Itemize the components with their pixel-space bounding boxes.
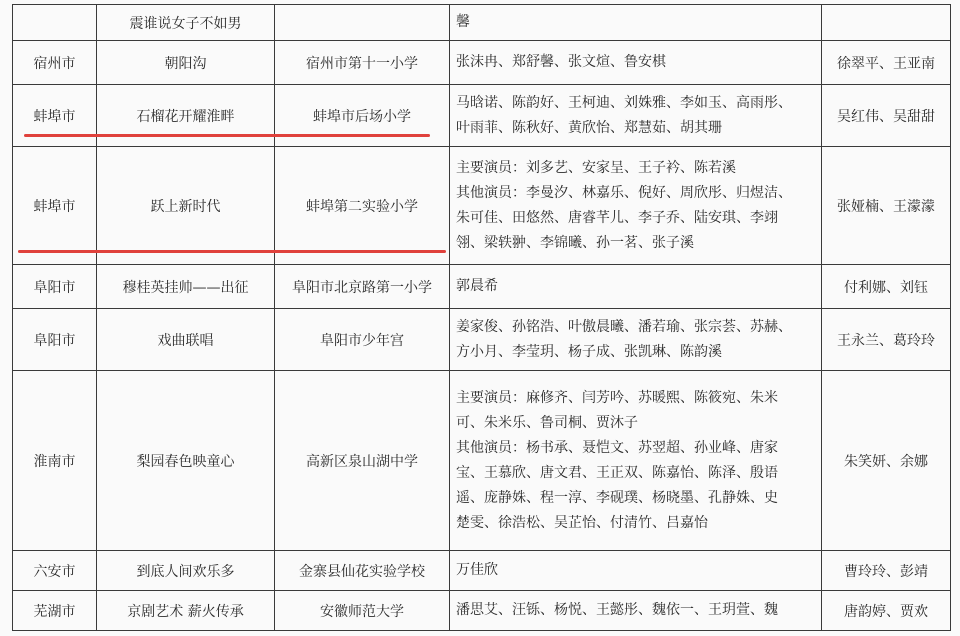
performer-line: 宝、王慕欣、唐文君、王正双、陈嘉怡、陈泽、殷语	[456, 464, 778, 481]
program-cell: 京剧艺术 薪火传承	[97, 591, 275, 631]
region-cell: 芜湖市	[13, 591, 97, 631]
performers-cell	[450, 265, 822, 309]
performers-cell	[450, 551, 822, 591]
program-cell: 穆桂英挂帅——出征	[97, 265, 275, 309]
program-cell: 震谁说女子不如男	[97, 5, 275, 41]
performer-line: 郭晨希	[456, 278, 498, 294]
teachers-cell: 张娅楠、王濛濛	[822, 147, 951, 265]
table-row	[13, 591, 951, 631]
performer-line: 主要演员：刘多艺、安家呈、王子衿、陈若溪	[456, 159, 736, 176]
performer-line: 楚雯、徐浩松、吴芷怡、付清竹、吕嘉怡	[456, 514, 708, 531]
region-cell: 宿州市	[13, 41, 97, 85]
unit-cell: 阜阳市北京路第一小学	[275, 265, 450, 309]
table-row-partial-top	[13, 5, 951, 41]
table-row	[13, 371, 951, 551]
performer-line: 马晗诺、陈韵好、王柯迪、刘姝雅、李如玉、高雨彤、	[456, 94, 792, 111]
unit-cell	[275, 5, 450, 41]
teachers-cell	[822, 5, 951, 41]
performers-cell	[450, 591, 822, 631]
teachers-cell: 付利娜、刘钰	[822, 265, 951, 309]
table-row	[13, 41, 951, 85]
region-cell: 阜阳市	[13, 265, 97, 309]
teachers-cell: 唐韵婷、贾欢	[822, 591, 951, 631]
region-cell: 蚌埠市	[13, 85, 97, 147]
performer-line: 翎、梁轶翀、李锦曦、孙一茗、张子溪	[456, 234, 694, 251]
table-row	[13, 309, 951, 371]
table-row	[13, 265, 951, 309]
teachers-cell: 徐翠平、王亚南	[822, 41, 951, 85]
performer-line: 张沫冉、郑舒馨、张文煊、鲁安棋	[456, 54, 666, 70]
performer-line: 其他演员：李曼汐、林嘉乐、倪好、周欣彤、归煜洁、	[456, 184, 792, 201]
performers-cell	[450, 371, 822, 551]
performers-cell	[450, 85, 822, 147]
red-underline-2	[18, 250, 446, 253]
unit-cell: 安徽师范大学	[275, 591, 450, 631]
performer-line: 潘思艾、汪铄、杨悦、王懿彤、魏依一、王玥萱、魏	[456, 602, 778, 618]
region-cell	[13, 5, 97, 41]
program-cell: 梨园春色映童心	[97, 371, 275, 551]
table-row	[13, 85, 951, 147]
program-cell: 石榴花开耀淮畔	[97, 85, 275, 147]
performers-cell: 馨	[450, 5, 822, 41]
region-cell: 阜阳市	[13, 309, 97, 371]
performers-cell	[450, 309, 822, 371]
program-cell: 朝阳沟	[97, 41, 275, 85]
performer-line: 叶雨菲、陈秋好、黄欣怡、郑慧茹、胡其珊	[456, 119, 722, 136]
teachers-cell: 吴红伟、吴甜甜	[822, 85, 951, 147]
unit-cell: 蚌埠第二实验小学	[275, 147, 450, 265]
performer-line: 万佳欣	[456, 562, 498, 578]
table-row	[13, 147, 951, 265]
red-underline-1	[24, 134, 430, 137]
program-cell: 跃上新时代	[97, 147, 275, 265]
teachers-cell: 王永兰、葛玲玲	[822, 309, 951, 371]
performer-line: 遥、庞静姝、程一淳、李砚璞、杨晓墨、孔静姝、史	[456, 489, 778, 506]
region-cell: 蚌埠市	[13, 147, 97, 265]
program-cell: 到底人间欢乐多	[97, 551, 275, 591]
unit-cell: 高新区泉山湖中学	[275, 371, 450, 551]
table-row	[13, 551, 951, 591]
program-cell: 戏曲联唱	[97, 309, 275, 371]
teachers-cell: 朱笑妍、余娜	[822, 371, 951, 551]
region-cell: 六安市	[13, 551, 97, 591]
performer-line: 朱可佳、田悠然、唐睿芊儿、李子乔、陆安琪、李翊	[456, 209, 778, 226]
unit-cell: 阜阳市少年宫	[275, 309, 450, 371]
unit-cell: 蚌埠市后场小学	[275, 85, 450, 147]
performer-line: 其他演员：杨书承、聂恺文、苏翌超、孙业峰、唐家	[456, 439, 778, 456]
unit-cell: 宿州市第十一小学	[275, 41, 450, 85]
performers-cell	[450, 147, 822, 265]
awards-table	[12, 4, 951, 631]
unit-cell: 金寨县仙花实验学校	[275, 551, 450, 591]
teachers-cell: 曹玲玲、彭靖	[822, 551, 951, 591]
performer-line: 可、朱米乐、鲁司桐、贾沐子	[456, 414, 638, 431]
performer-line: 方小月、李莹玥、杨子成、张凯琳、陈韵溪	[456, 343, 722, 360]
performer-line: 姜家俊、孙铭浩、叶傲晨曦、潘若瑜、张宗荟、苏赫、	[456, 318, 792, 335]
performer-line: 主要演员：麻修齐、闫芳吟、苏暖熙、陈筱宛、朱米	[456, 389, 778, 406]
region-cell: 淮南市	[13, 371, 97, 551]
performers-cell	[450, 41, 822, 85]
